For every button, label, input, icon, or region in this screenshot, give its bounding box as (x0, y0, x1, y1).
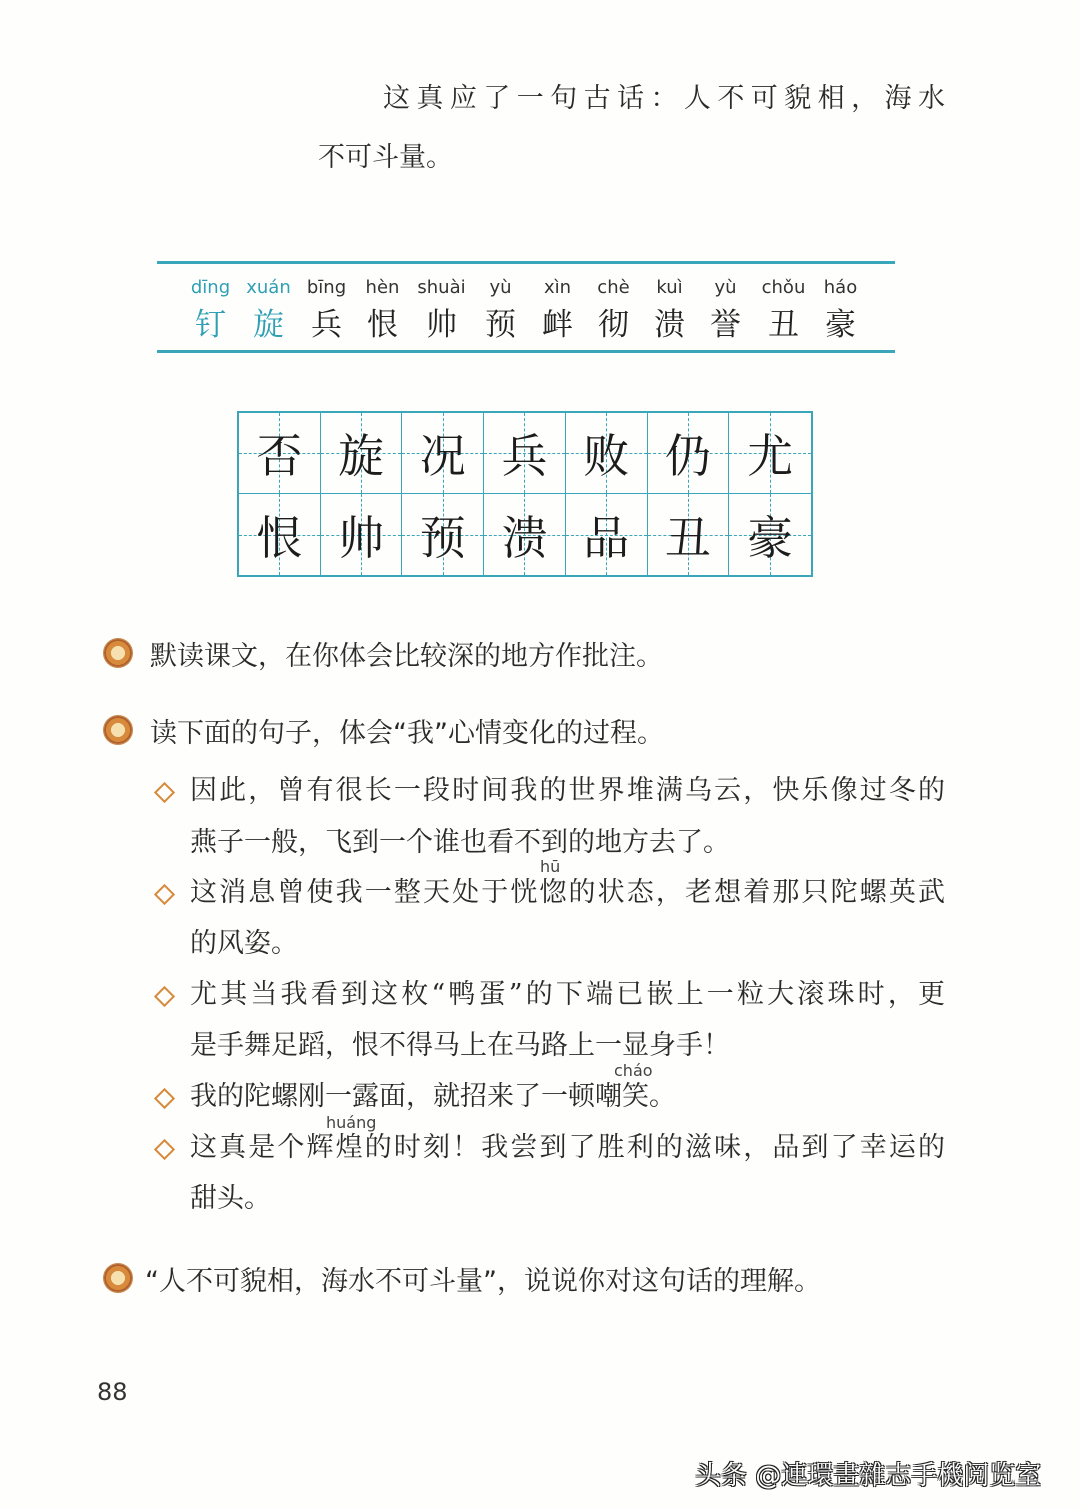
grid-character: 兵 (501, 429, 548, 483)
grid-character: 恨 (256, 510, 303, 565)
grid-cell (239, 413, 321, 494)
vocab-pinyin: yù (714, 277, 737, 298)
sentence-3-line-1: 尤其当我看到这枚“鸭蛋”的下端已嵌上一粒大滚珠时，更 (190, 979, 945, 1010)
sentence-4-line-1: 我的陀螺刚一露面，就招来了一顿嘲笑。 (190, 1081, 676, 1112)
grid-cell (648, 413, 730, 494)
sentence-1-line-2: 燕子一般，飞到一个谁也看不到的地方去了。 (190, 827, 730, 858)
vocab-character: 彻 (598, 307, 629, 343)
task-1: 默读课文，在你体会比较深的地方作批注。 (150, 641, 663, 672)
vocab-character: 衅 (542, 307, 573, 343)
vocab-bottom-rule (157, 350, 895, 353)
sentence-3-line-2: 是手舞足蹈，恨不得马上在马路上一显身手！ (190, 1030, 730, 1061)
grid-cell (402, 494, 484, 575)
diamond-bullet-icon (154, 986, 175, 1007)
grid-character: 否 (256, 429, 303, 483)
vocab-pinyin: yù (489, 277, 512, 298)
task-medallion-icon (104, 1264, 132, 1292)
grid-character: 仍 (664, 429, 711, 483)
grid-cell (566, 413, 648, 494)
vocab-pinyin: dīng (190, 277, 231, 298)
vocab-character: 钉 (195, 307, 226, 343)
vocab-pinyin: hèn (365, 277, 400, 298)
grid-character: 帅 (338, 510, 385, 565)
grid-cell (484, 413, 566, 494)
vocab-character: 豪 (825, 307, 856, 343)
vocab-top-rule (157, 261, 895, 264)
vocab-pinyin: shuài (417, 277, 466, 298)
vocab-character: 预 (485, 307, 516, 343)
sentence-5-line-2: 甜头。 (190, 1183, 271, 1214)
sentence-1-line-1: 因此，曾有很长一段时间我的世界堆满乌云，快乐像过冬的 (190, 775, 945, 806)
grid-cell (239, 494, 321, 575)
vocab-character: 恨 (367, 307, 398, 343)
intro-line-2: 不可斗量。 (318, 142, 453, 173)
grid-character: 溃 (501, 510, 548, 565)
page-number: 88 (97, 1378, 128, 1406)
task-3: “人不可貌相，海水不可斗量”，说说你对这句话的理解。 (145, 1266, 821, 1297)
diamond-bullet-icon (154, 1088, 175, 1109)
vocab-character: 丑 (768, 307, 799, 343)
grid-character: 旋 (338, 429, 385, 483)
grid-cell (402, 413, 484, 494)
vocab-character: 帅 (426, 307, 457, 343)
grid-cell (321, 494, 403, 575)
diamond-bullet-icon (154, 782, 175, 803)
grid-cell (321, 413, 403, 494)
vocab-pinyin: xìn (543, 277, 572, 298)
grid-character: 品 (583, 510, 630, 565)
pinyin-annotation: huáng (326, 1113, 377, 1132)
vocab-character: 旋 (253, 307, 284, 343)
vocab-character: 誉 (710, 307, 741, 343)
task-2: 读下面的句子，体会“我”心情变化的过程。 (150, 718, 664, 749)
grid-character: 丑 (664, 510, 711, 565)
diamond-bullet-icon (154, 884, 175, 905)
vocab-pinyin: bīng (306, 277, 347, 298)
pinyin-annotation: cháo (614, 1061, 653, 1080)
grid-character: 预 (419, 510, 466, 565)
vocab-character: 兵 (311, 307, 342, 343)
sentence-5-line-1: 这真是个辉煌的时刻！我尝到了胜利的滋味，品到了幸运的 (190, 1132, 945, 1163)
sentence-2-line-1: 这消息曾使我一整天处于恍惚的状态，老想着那只陀螺英武 (190, 877, 945, 908)
sentence-2-line-2: 的风姿。 (190, 928, 298, 959)
pinyin-annotation: hū (540, 857, 561, 876)
grid-cell (566, 494, 648, 575)
grid-character: 尤 (747, 429, 794, 483)
watermark: 头条 @連環畫雜志手機阅览室 (695, 1461, 1042, 1491)
task-medallion-icon (104, 639, 132, 667)
grid-cell (648, 494, 730, 575)
diamond-bullet-icon (154, 1139, 175, 1160)
vocab-pinyin: chǒu (761, 277, 806, 298)
vocab-pinyin: kuì (656, 277, 683, 298)
grid-character: 况 (419, 429, 466, 483)
intro-line-1: 这真应了一句古话：人不可貌相，海水 (383, 83, 945, 114)
vocab-pinyin: háo (823, 277, 858, 298)
vocab-pinyin: chè (597, 277, 630, 298)
grid-cell (484, 494, 566, 575)
grid-cell (729, 413, 811, 494)
grid-cell (729, 494, 811, 575)
writing-grid (237, 411, 813, 577)
vocab-pinyin: xuán (246, 277, 291, 298)
task-medallion-icon (104, 716, 132, 744)
grid-character: 豪 (747, 510, 794, 565)
vocab-character: 溃 (654, 307, 685, 343)
grid-character: 败 (583, 429, 630, 483)
